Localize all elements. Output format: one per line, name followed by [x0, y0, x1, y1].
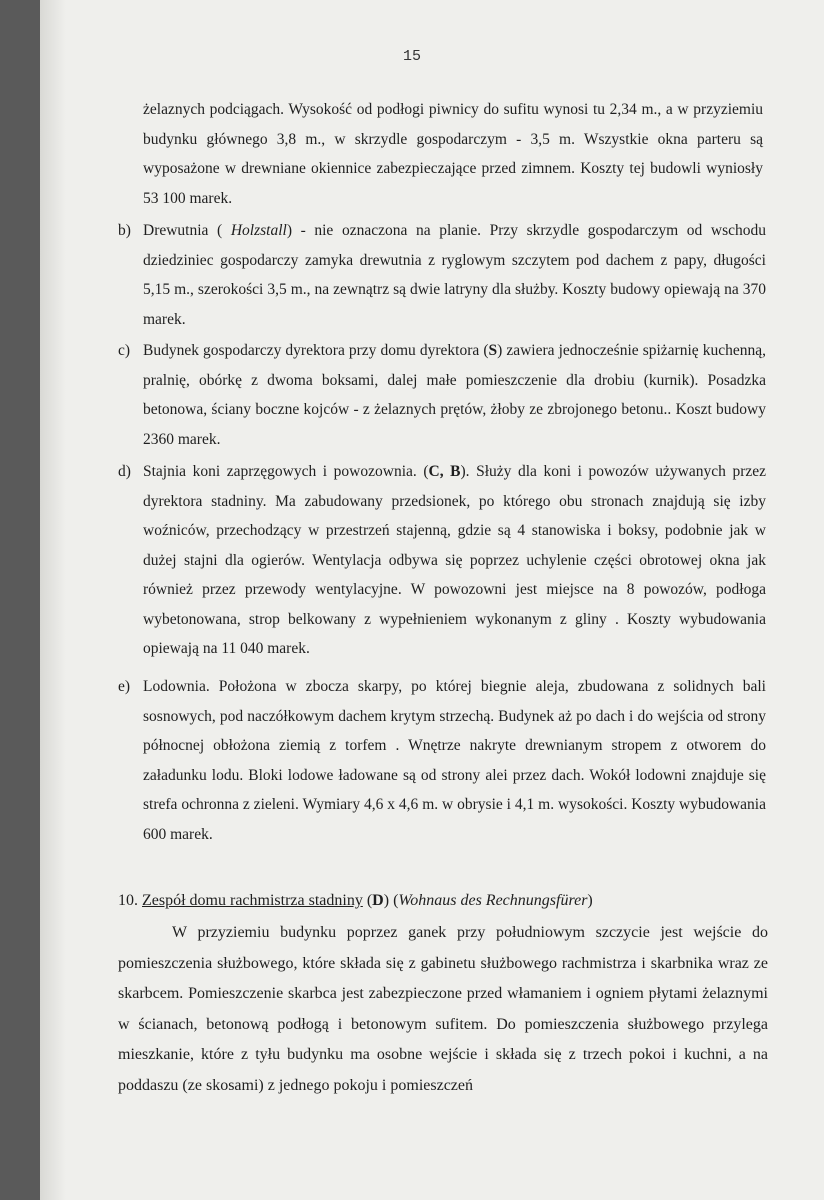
- item-text-pre: Drewutnia (: [143, 222, 231, 239]
- item-text: [143, 457, 766, 664]
- item-label: c): [118, 342, 131, 359]
- item-text: Lodownia. Położona w zbocza skarpy, po której biegnie aleja, zbudowana z solidnych bali sosnowych, pod naczółkowym dachem krytym strzechą. Budynek aż po dach i do wejścia od strony północnej obłożona ziemią z torfem . Wnętrze nakryte drewnianym stropem z otworem do załadunku lodu. Bloki lodowe ładowane są od strony alei przez dach. Wokół lodowni znajduje się strefa ochronna z zieleni. Wymiary 4,6 x 4,6 m. w obrysie i 4,1 m. wysokości. Koszty wybudowania 600 marek.: [143, 678, 766, 843]
- page-number: 15: [402, 48, 421, 65]
- section-german-title: Wohnaus des Rechnungsfürer: [398, 892, 588, 909]
- section-code: D: [372, 892, 384, 909]
- item-text-pre: Stajnia koni zaprzęgowych i powozownia. (: [143, 463, 429, 480]
- item-text: [143, 336, 766, 454]
- page-binding-shadow: [40, 0, 66, 1200]
- section-number: 10.: [118, 892, 138, 909]
- item-text-code: C, B: [428, 463, 461, 480]
- list-item-d: [118, 457, 766, 664]
- section-title: Zespół domu rachmistrza stadniny: [142, 892, 363, 909]
- section-heading: 10. Zespół domu rachmistrza stadniny (D) (Wohnaus des Rechnungsfürer): [118, 892, 593, 909]
- item-text: [143, 216, 766, 334]
- item-text-emphasis: Holzstall: [230, 222, 287, 239]
- section-paragraph-text: W przyziemiu budynku poprzez ganek przy południowym szczycie jest wejście do pomieszczenia służbowego, które składa się z gabinetu służbowego rachmistrza i skarbnika wraz ze skarbcem. Pomieszczenie skarbca jest zabezpieczone przed włamaniem i ogniem płytami żelaznymi w ścianach, betonową podłogą i betonowym sufitem. Do pomieszczenia służbowego przylega mieszkanie, które z tyłu budynku ma osobne wejście i składa się z trzech pokoi i kuchni, a na poddaszu (ze skosami) z jednego pokoju i pomieszczeń: [118, 924, 768, 1094]
- list-item-e: [118, 672, 766, 849]
- item-text-pre: Budynek gospodarczy dyrektora przy domu dyrektora (: [143, 342, 489, 359]
- item-text-code: S: [488, 342, 498, 359]
- item-label: e): [118, 678, 131, 695]
- item-label: d): [118, 463, 131, 480]
- list-item-c: [118, 336, 766, 454]
- list-item-b: [118, 216, 766, 334]
- intro-text: żelaznych podciągach. Wysokość od podłogi piwnicy do sufitu wynosi tu 2,34 m., a w przyziemiu budynku głównego 3,8 m., w skrzydle gospodarczym - 3,5 m. Wszystkie okna parteru są wyposażone w drewniane okiennice zabezpieczające przed zimnem. Koszty tej budowli wyniosły 53 100 marek.: [143, 101, 763, 207]
- item-text-post: ). Służy dla koni i powozów używanych przez dyrektora stadniny. Ma zabudowany przedsionek, po którego obu stronach znajdują się izby woźniców, przechodzący w przestrzeń stajenną, gdzie są 4 stanowiska i boksy, podobnie jak w dużej stajni dla ogierów. Wentylacja odbywa się poprzez uchylenie części obrotowej okna jak również przez przewody wentylacyjne. W powozowni jest miejsce na 8 powozów, podłoga wybetonowana, strop belkowany z wypełnieniem wykonanym z gliny . Koszty wybudowania opiewają na 11 040 marek.: [143, 463, 766, 657]
- item-text-post: ) - nie oznaczona na planie. Przy skrzydle gospodarczym od wschodu dziedziniec gospodarczy zamyka drewutnia z ryglowym szczytem pod dachem z papy, długości 5,15 m., szerokości 3,5 m., na zewnątrz są dwie latryny dla służby. Koszty budowy opiewają na 370 marek.: [143, 222, 766, 328]
- item-text-post: ) zawiera jednocześnie spiżarnię kuchenną, pralnię, obórkę z dwoma boksami, dalej małe pomieszczenie dla drobiu (kurnik). Posadzka betonowa, ściany boczne kojców - z żelaznych prętów, żłoby ze zbrojonego betonu.. Koszt budowy 2360 marek.: [143, 342, 766, 448]
- section-paragraph: [118, 918, 768, 1101]
- item-label: b): [118, 222, 131, 239]
- intro-paragraph: [143, 95, 763, 213]
